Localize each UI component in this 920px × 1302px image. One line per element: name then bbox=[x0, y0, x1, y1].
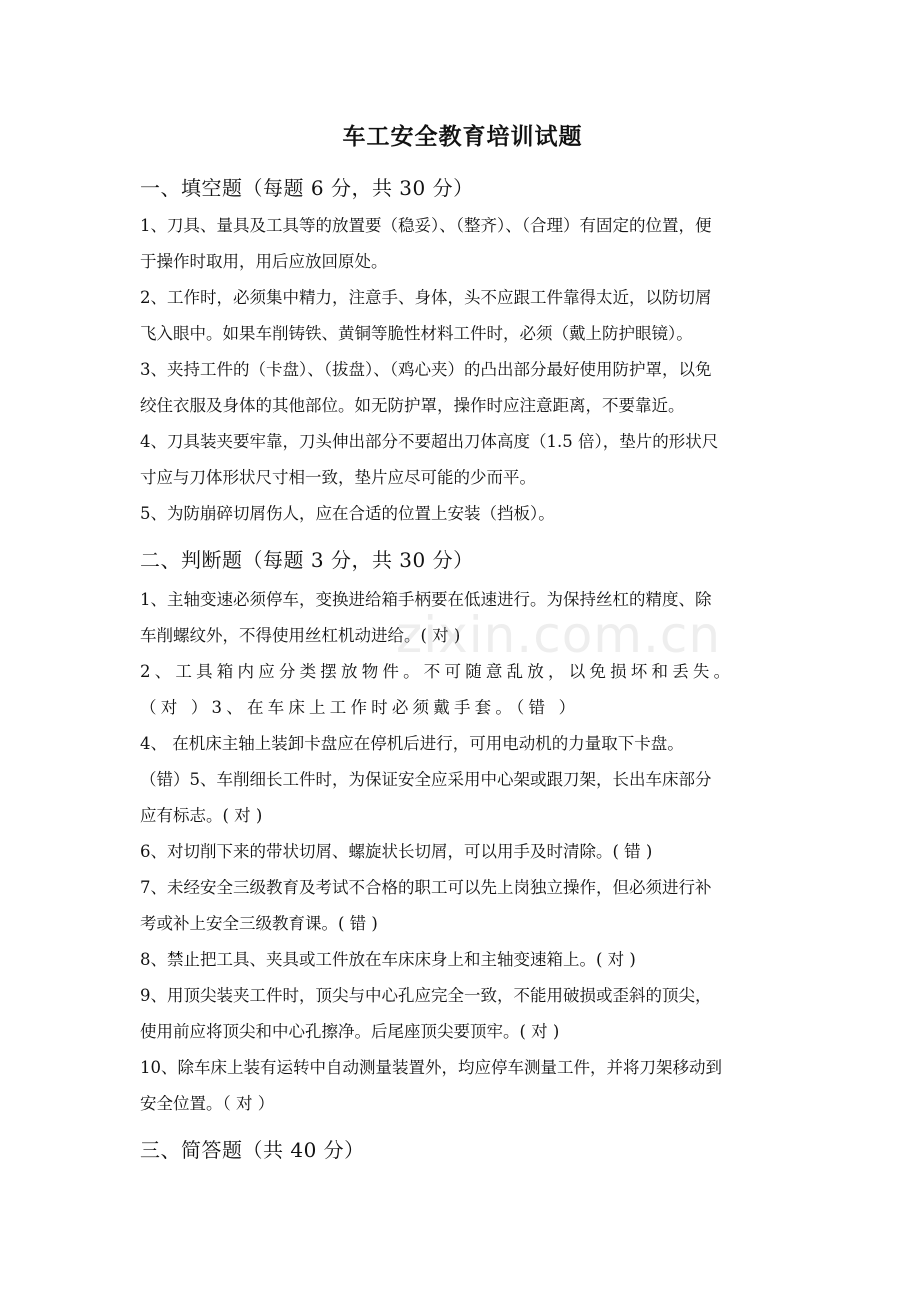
text-line: 于操作时取用，用后应放回原处。 bbox=[140, 252, 388, 271]
text-line: 2、工作时，必须集中精力，注意手、身体，头不应跟工件靠得太近，以防切屑 bbox=[140, 288, 712, 307]
text-line: 寸应与刀体形状尺寸相一致，垫片应尽可能的少而平。 bbox=[140, 468, 536, 487]
text-line: （对 ）3、在车床上工作时必须戴手套。（错 ） bbox=[140, 698, 580, 717]
section-short-answer-heading: 三、简答题（共 40 分） bbox=[140, 1138, 365, 1162]
text-line: 4、 在机床主轴上装卸卡盘应在停机后进行，可用电动机的力量取下卡盘。 bbox=[140, 734, 684, 753]
fill-question-3 bbox=[140, 352, 785, 424]
text-line: 2、工具箱内应分类摆放物件。不可随意乱放，以免损坏和丢失。 bbox=[140, 662, 735, 681]
judge-question-7 bbox=[140, 870, 785, 942]
judge-question-4-5 bbox=[140, 726, 785, 834]
text-line: 飞入眼中。如果车削铸铁、黄铜等脆性材料工件时，必须（戴上防护眼镜）。 bbox=[140, 324, 693, 343]
text-line: 1、刀具、量具及工具等的放置要（稳妥）、（整齐）、（合理）有固定的位置，便 bbox=[140, 216, 712, 235]
text-line: 4、刀具装夹要牢靠，刀头伸出部分不要超出刀体高度（1.5 倍），垫片的形状尺 bbox=[140, 432, 719, 451]
text-line: 9、用顶尖装夹工件时，顶尖与中心孔应完全一致，不能用破损或歪斜的顶尖， bbox=[140, 986, 712, 1005]
text-line: 使用前应将顶尖和中心孔擦净。后尾座顶尖要顶牢。( 对 ) bbox=[140, 1022, 560, 1041]
text-line: 6、对切削下来的带状切屑、螺旋状长切屑，可以用手及时清除。( 错 ) bbox=[140, 842, 653, 861]
section-fill-in-heading: 一、填空题（每题 6 分，共 30 分） bbox=[140, 176, 474, 200]
section-judgement-heading: 二、判断题（每题 3 分，共 30 分） bbox=[140, 548, 474, 572]
judge-question-1 bbox=[140, 582, 785, 654]
text-line: 应有标志。( 对 ) bbox=[140, 806, 263, 825]
fill-question-5 bbox=[140, 496, 785, 532]
text-line: 1、主轴变速必须停车，变换进给箱手柄要在低速进行。为保持丝杠的精度、除 bbox=[140, 590, 712, 609]
page-title: 车工安全教育培训试题 bbox=[342, 123, 583, 150]
judge-question-6 bbox=[140, 834, 785, 870]
text-line: 考或补上安全三级教育课。( 错 ) bbox=[140, 914, 378, 933]
text-line: 5、为防崩碎切屑伤人，应在合适的位置上安装（挡板）。 bbox=[140, 504, 555, 523]
text-line: 10、除车床上装有运转中自动测量装置外，均应停车测量工件，并将刀架移动到 bbox=[140, 1058, 722, 1077]
fill-question-1 bbox=[140, 208, 785, 280]
text-line: （错）5、车削细长工件时，为保证安全应采用中心架或跟刀架，长出车床部分 bbox=[140, 770, 712, 789]
text-line: 绞住衣服及身体的其他部位。如无防护罩，操作时应注意距离，不要靠近。 bbox=[140, 396, 685, 415]
text-line: 3、夹持工件的（卡盘）、（拔盘）、（鸡心夹）的凸出部分最好使用防护罩，以免 bbox=[140, 360, 712, 379]
text-line: 车削螺纹外，不得使用丝杠机动进给。( 对 ) bbox=[140, 626, 461, 645]
text-line: 8、禁止把工具、夹具或工件放在车床床身上和主轴变速箱上。( 对 ) bbox=[140, 950, 636, 969]
text-line: 安全位置。（ 对 ） bbox=[140, 1094, 275, 1113]
judge-question-9 bbox=[140, 978, 785, 1050]
judge-question-10 bbox=[140, 1050, 785, 1122]
judge-question-8 bbox=[140, 942, 785, 978]
fill-question-4 bbox=[140, 424, 785, 496]
text-line: 7、未经安全三级教育及考试不合格的职工可以先上岗独立操作，但必须进行补 bbox=[140, 878, 712, 897]
watermark-text: zixin.com.cn bbox=[396, 606, 722, 664]
judge-question-2-3 bbox=[140, 654, 785, 726]
fill-question-2 bbox=[140, 280, 785, 352]
